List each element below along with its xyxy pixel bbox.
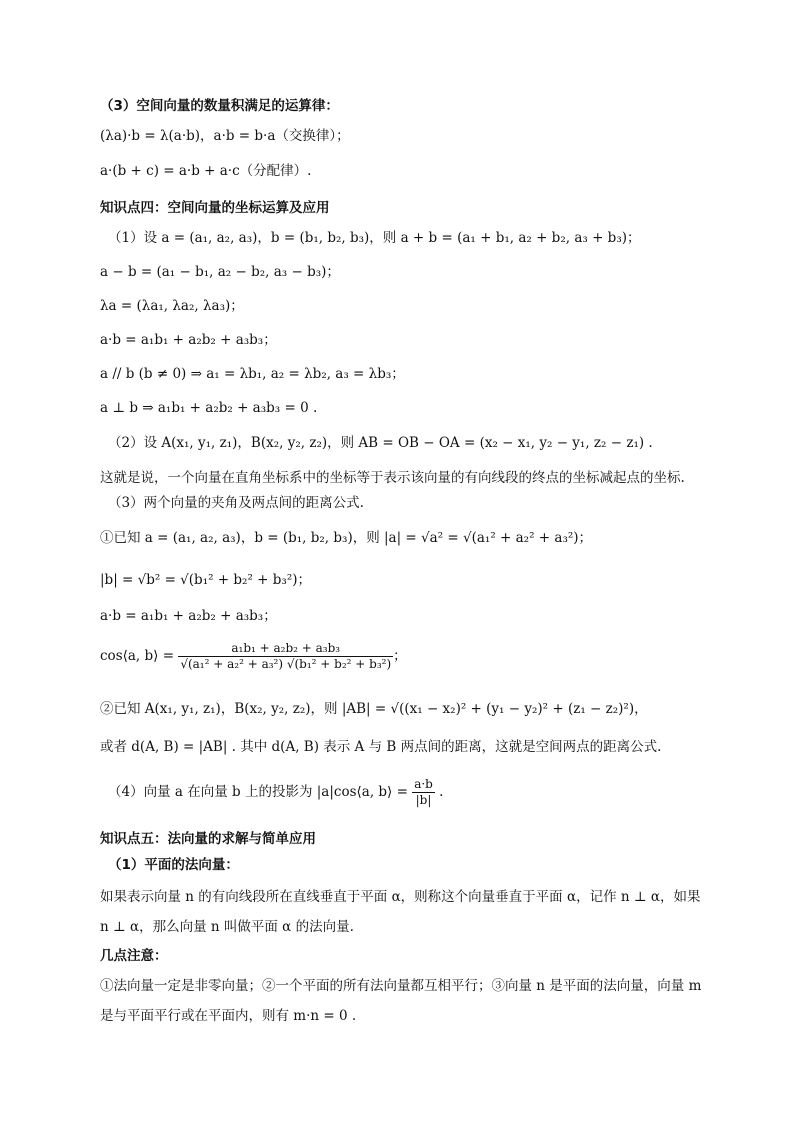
projection-denominator: |b| [412,792,435,808]
knowledge-point-5-heading: 知识点五：法向量的求解与简单应用 [100,831,316,847]
cosine-fraction [178,641,393,672]
paragraph-normal-vector-definition-1: 如果表示向量 n 的有向线段所在直线垂直于平面 α，则称这个向量垂直于平面 α，记作 n ⊥ α，如果 [100,889,701,905]
section-operation-laws-heading: （3）空间向量的数量积满足的运算律： [100,98,339,114]
formula-scalar-commutative: (λa)·b = λ(a·b)，a·b = b·a（交换律）； [100,128,350,144]
cosine-numerator: a₁b₁ + a₂b₂ + a₃b₃ [231,641,341,655]
formula-parallel-condition: a // b (b ≠ 0) ⇒ a₁ = λb₁, a₂ = λb₂, a₃ = λb₃； [100,366,405,382]
formula-projection [108,774,443,810]
formula-distributive: a·(b + c) = a·b + a·c（分配律）. [100,163,312,179]
projection-prefix: （4）向量 a 在向量 b 上的投影为 |a|cos⟨a, b⟩ = [108,784,413,800]
notes-heading: 几点注意： [100,948,168,964]
paragraph-coordinate-meaning: 这就是说，一个向量在直角坐标系中的坐标等于表示该向量的有向线段的终点的坐标减起点的坐标. [100,470,685,486]
paragraph-notes-2: 是与平面平行或在平面内，则有 m·n = 0 . [100,1008,357,1024]
formula-dot-product: a·b = a₁b₁ + a₂b₂ + a₃b₃； [100,332,277,348]
formula-perpendicular-condition: a ⊥ b ⇒ a₁b₁ + a₂b₂ + a₃b₃ = 0 . [100,400,318,416]
cosine-tail: ； [393,648,407,664]
formula-magnitude-a: ①已知 a = (a₁, a₂, a₃)，b = (b₁, b₂, b₃)，则 |a| = √a² = √(a₁² + a₂² + a₃²)； [100,530,593,546]
paragraph-notes-1: ①法向量一定是非零向量；②一个平面的所有法向量都互相平行；③向量 n 是平面的法向量，向量 m [100,978,702,994]
knowledge-point-4-heading: 知识点四：空间向量的坐标运算及应用 [100,200,330,216]
formula-magnitude-b: |b| = √b² = √(b₁² + b₂² + b₃²)； [100,572,312,588]
formula-distance-points: ②已知 A(x₁, y₁, z₁)，B(x₂, y₂, z₂)，则 |AB| = √((x₁ − x₂)² + (y₁ − y₂)² + (z₁ − z₂)²)， [100,701,648,717]
formula-coordinate-difference: （2）设 A(x₁, y₁, z₁)，B(x₂, y₂, z₂)，则 AB = OB − OA = (x₂ − x₁, y₂ − y₁, z₂ − z₁) . [108,435,653,451]
projection-numerator: a·b [414,777,433,791]
paragraph-distance-definition: 或者 d(A, B) = |AB| . 其中 d(A, B) 表示 A 与 B 两点间的距离，这就是空间两点的距离公式. [100,739,662,755]
formula-vector-subtraction: a − b = (a₁ − b₁, a₂ − b₂, a₃ − b₃)； [100,264,340,280]
formula-dot-product-repeat: a·b = a₁b₁ + a₂b₂ + a₃b₃； [100,608,277,624]
formula-vector-addition: （1）设 a = (a₁, a₂, a₃)，b = (b₁, b₂, b₃)，则 a + b = (a₁ + b₁, a₂ + b₂, a₃ + b₃)； [108,230,641,246]
subheading-angle-distance: （3）两个向量的夹角及两点间的距离公式. [108,495,364,511]
cosine-denominator: √(a₁² + a₂² + a₃²) √(b₁² + b₂² + b₃²) [180,657,392,671]
formula-cosine-angle [100,638,407,674]
paragraph-normal-vector-definition-2: n ⊥ α，那么向量 n 叫做平面 α 的法向量. [100,919,354,935]
formula-scalar-multiplication: λa = (λa₁, λa₂, λa₃)； [100,298,244,314]
subheading-normal-vector: （1）平面的法向量： [108,857,239,873]
projection-tail: . [434,784,444,800]
cosine-prefix: cos⟨a, b⟩ = [100,648,179,664]
projection-fraction [412,777,435,808]
